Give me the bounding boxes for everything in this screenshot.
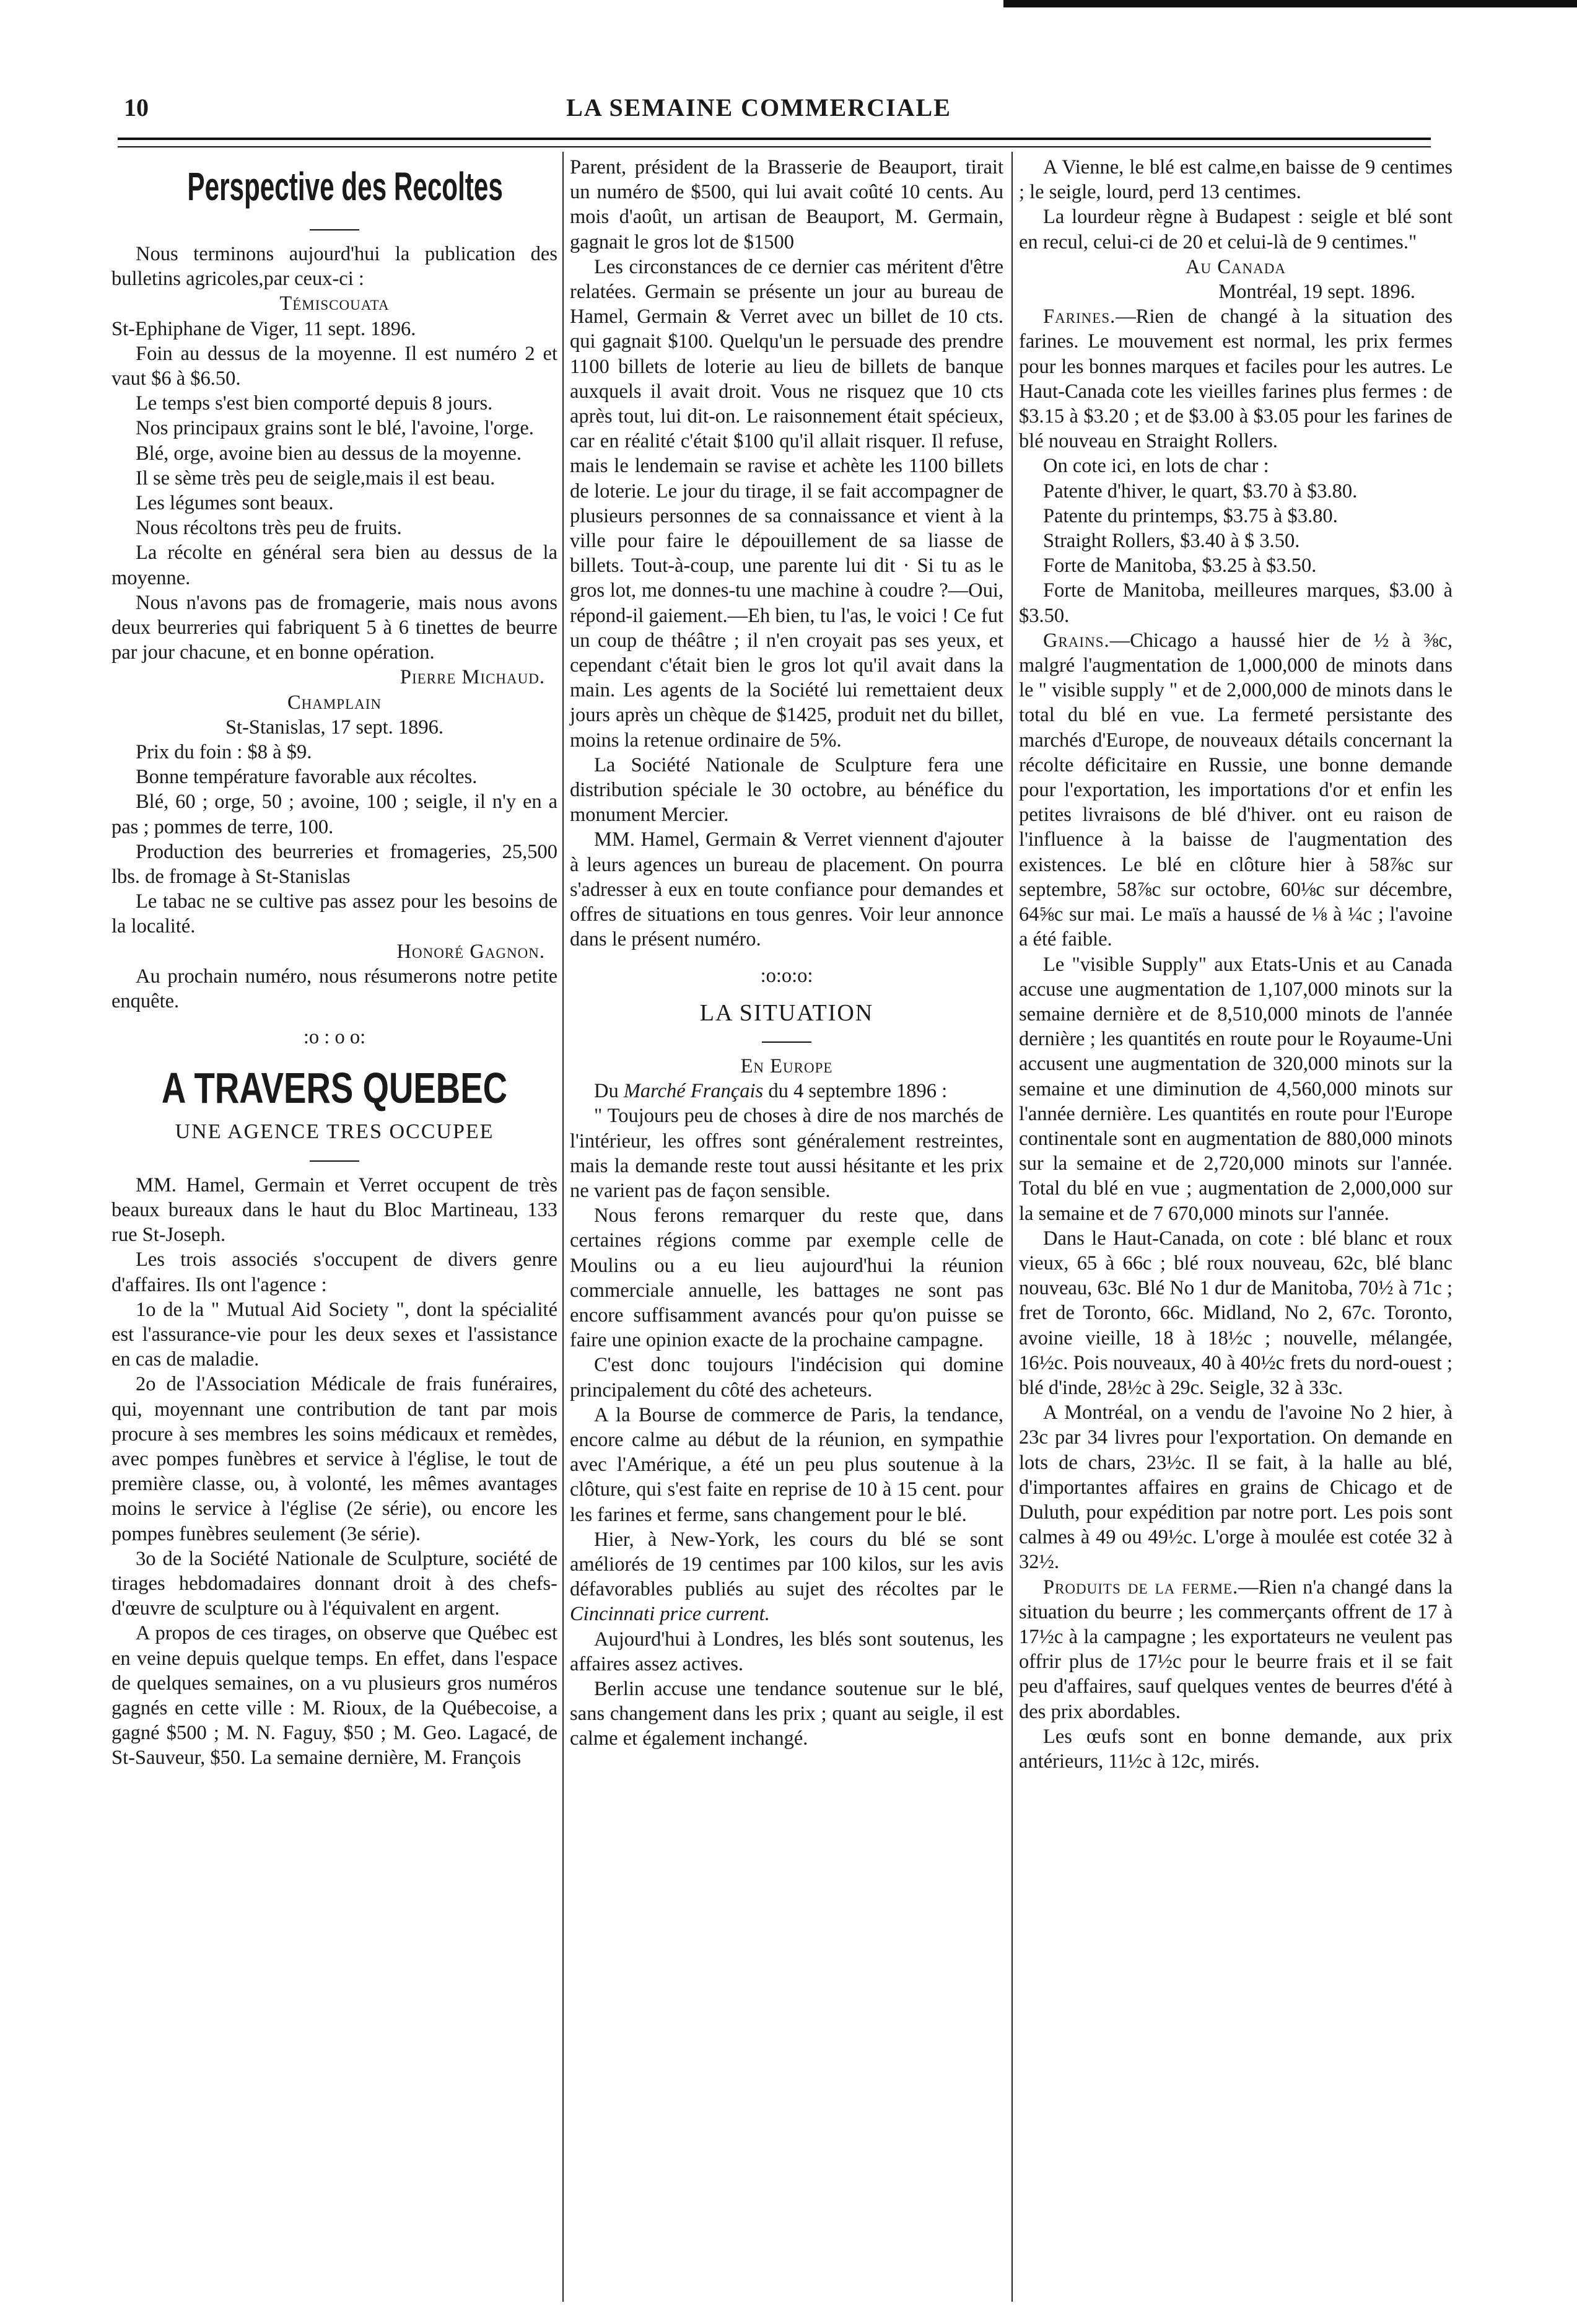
text-run: du 4 septembre 1896 : [763,1080,948,1103]
paragraph: Aujourd'hui à Londres, les blés sont soutenus, les affaires assez actives. [570,1628,1003,1675]
paragraph: Bonne température favorable aux récoltes. [136,766,478,789]
run-in-heading: Grains. [1043,629,1110,652]
paragraph: Le tabac ne se cultive pas assez pour les besoins de la localité. [111,890,557,938]
sub-heading: En Europe [740,1055,833,1077]
paragraph: A Montréal, on a vendu de l'avoine No 2 hier, à 23c par 34 livres pour l'exportation. On demande en lots de chars, 23½c. Il se fait, à la halle au blé, d'importantes affaires en grains de Chicago et de Duluth, pour expédition par notre port. Les pois sont calmes à 49 ou 49½c. L'orge à moulée est cotée 32 à 32½. [1019,1401,1452,1574]
section-title: LA SITUATION [699,999,874,1026]
paragraph: Nous récoltons très peu de fruits. [136,517,402,540]
paragraph: Les légumes sont beaux. [136,492,334,515]
separator: :o:o:o: [760,964,813,987]
section-title: A TRAVERS QUEBEC [161,1063,508,1112]
signature: Honoré Gagnon. [396,940,545,963]
paragraph: Foin au dessus de la moyenne. Il est numéro 2 et vaut $6 à $6.50. [111,342,557,390]
paragraph: Nos principaux grains sont le blé, l'avoine, l'orge. [136,417,534,440]
signature: Pierre Michaud. [400,666,545,689]
paragraph: Prix du foin : $8 à $9. [136,741,312,764]
paragraph: MM. Hamel, Germain & Verret viennent d'ajouter à leurs agences un bureau de placement. On pourra s'adresser à eux en toute confiance pour demandes et offres de situations en tous genres. Voir leur annonce dans le présent numéro. [570,828,1003,951]
county-heading: Champlain [287,691,382,714]
masthead: LA SEMAINE COMMERCIALE [566,94,951,121]
article-title: Perspective des Recoltes [187,164,503,209]
paragraph: Dans le Haut-Canada, on cote : blé blanc et roux vieux, 65 à 66c ; blé roux nouveau, 62c, blé blanc nouveau, 63c. Blé No 1 dur de Manitoba, 70½ à 71c ; fret de Toronto, 66c. Midland, No 2, 67c. Toronto, avoine vieille, 18 à 18½c ; nouvelle, mélangée, 16½c. Pois nouveaux, 40 à 40½c frets du nord-ouest ; blé d'inde, 28½c à 29c. Seigle, 32 à 33c. [1019,1227,1452,1399]
sub-heading: Au Canada [1186,255,1286,278]
paragraph [1019,1575,1452,1724]
county-heading: Témiscouata [279,292,390,315]
paragraph: La Société Nationale de Sculpture fera une distribution spéciale le 30 octobre, au bénéfice du monument Mercier. [570,753,1003,827]
paragraph: La lourdeur règne à Budapest : seigle et blé sont en recul, celui-ci de 20 et celui-là de 9 centimes." [1019,206,1452,253]
run-in-heading: Farines. [1043,305,1116,328]
paragraph: C'est donc toujours l'indécision qui domine principalement du côté des acheteurs. [570,1354,1003,1401]
text-run: —Chicago a haussé hier de ½ à ⅜c, malgré l'augmentation de 1,000,000 de minots dans le " visible supply " et de 2,000,000 de minots dans le total du blé en vue. La fermeté persistante des marchés d'Europe, de nouveaux détails concernant la récolte déficitaire en Russie, une bonne demande pour l'exportation, les importations d'or et enfin les petites livraisons de blé d'hiver. ont eu raison de l'influence à la baisse de l'augmentation des existences. Le blé en clôture hier à 58⅞c sur septembre, 58⅞c sur octobre, 60⅛c sur décembre, 64⅝c sur mai. Le maïs a haussé de ⅛ à ¼c ; l'avoine a été faible. [1019,629,1452,951]
paragraph: Les œufs sont en bonne demande, aux prix antérieurs, 11½c à 12c, mirés. [1019,1725,1452,1773]
dateline: St-Ephiphane de Viger, 11 sept. 1896. [111,317,416,340]
short-rule [111,1148,557,1173]
short-rule [570,1029,1003,1054]
text-run: —Rien de changé à la situation des farines. Le mouvement est normal, les prix fermes pour les bonnes marques et faciles pour les autres. Le Haut-Canada cote les vieilles farines plus fermes : de $3.15 à $3.20 ; et de $3.00 à $3.05 pour les farines de blé nouveau en Straight Rollers. [1019,305,1452,453]
paragraph: La récolte en général sera bien au dessus de la moyenne. [111,542,557,589]
paragraph: Le temps s'est bien comporté depuis 8 jours. [136,392,493,415]
paragraph [570,1079,1003,1103]
paragraph: A propos de ces tirages, on observe que Québec est en veine depuis quelque temps. En effet, dans l'espace de quelques semaines, on a vu plusieurs gros numéros gagnés en cette ville : M. Rioux, de la Québecoise, a gagné $500 ; M. N. Faguy, $50 ; M. Geo. Lagacé, de St-Sauveur, $50. La semaine dernière, M. François [111,1622,557,1769]
separator: :o : o o: [303,1026,366,1049]
paragraph [1019,628,1452,952]
price-line: Forte de Manitoba, $3.25 à $3.50. [1043,555,1317,577]
paragraph: A la Bourse de commerce de Paris, la tendance, encore calme au début de la réunion, en sympathie avec l'Amérique, a été un peu plus soutenue à la clôture, qui s'est faite en reprise de 10 à 15 cent. pour les farines et ferme, sans changement pour le blé. [570,1403,1003,1526]
paragraph: Nous terminons aujourd'hui la publication des bulletins agricoles,par ceux-ci : [111,243,557,291]
paragraph: 3o de la Société Nationale de Sculpture, société de tirages hebdomadaires donnant droit à des chefs-d'œuvre de sculpture ou à l'équivalent en argent. [111,1547,557,1620]
source-title: Marché Français [623,1080,764,1103]
paragraph: Au prochain numéro, nous résumerons notre petite enquête. [111,965,557,1013]
short-rule [111,217,557,242]
paragraph: Les circonstances de ce dernier cas méritent d'être relatées. Germain se présente un jour au bureau de Hamel, Germain & Verret avec un billet de 10 cts. qui gagnait $100. Quelqu'un le persuade des prendre 1100 billets de loterie au lieu de billets de banque auxquels il avait droit. Vous ne risquez que 10 cts après tout, lui dit-on. Le raisonnement était spécieux, car en réalité c'était $100 qu'il allait risquer. Il refuse, mais le lendemain se ravise et achète les 1100 billets de loterie. Le jour du tirage, il se fait accompagner de plusieurs personnes de sa connaissance et vient à la ville pour faire le dépouillement de sa liasse de billets. Tout-à-coup, une parente lui dit · Si tu as le gros lot, me donnes-tu une machine à coudre ?—Oui, répond-il gaiement.—Eh bien, tu l'as, le voici ! Ce fut un coup de théâtre ; il n'en croyait pas ses yeux, et cependant c'était bien le gros lot qu'il avait dans la main. Les agents de la Société lui remettaient deux jours après un chèque de $1425, produit net du billet, moins la retenue ordinaire de 5%. [570,255,1003,752]
header-rule [118,138,1431,147]
paragraph: 1o de la " Mutual Aid Society ", dont la spécialité est l'assurance-vie pour les deux sexes et l'assistance en cas de maladie. [111,1298,557,1371]
paragraph: Berlin accuse une tendance soutenue sur le blé, sans changement dans les prix ; quant au seigle, il est calme et également inchangé. [570,1677,1003,1750]
dateline: Montréal, 19 sept. 1896. [1218,281,1415,304]
price-line: Straight Rollers, $3.40 à $ 3.50. [1043,530,1300,553]
text-run: Hier, à New-York, les cours du blé se sont améliorés de 19 centimes par 100 kilos, sur les avis défavorables publiés au sujet des récoltes par le [570,1528,1003,1601]
column-3 [1019,155,1452,1774]
column-divider [562,152,564,2302]
paragraph: Parent, président de la Brasserie de Beauport, tirait un numéro de $500, qui lui avait coûté 10 cents. Au mois d'août, un artisan de Beauport, M. Germain, gagnait le gros lot de $1500 [570,156,1003,253]
price-line: Patente du printemps, $3.75 à $3.80. [1043,504,1338,527]
paragraph: Le "visible Supply" aux Etats-Unis et au Canada accuse une augmentation de 1,107,000 minots sur la semaine dernière et de 8,510,000 minots de l'année dernière ; les quantités en route pour le Royaume-Uni accusent une augmentation de 320,000 minots sur la semaine et une diminution de 4,560,000 minots sur l'année dernière. Les quantités en route pour l'Europe continentale sont en augmentation de 880,000 minots sur la semaine et de 2,720,000 minots sur l'année. Total du blé en vue ; augmentation de 2,000,000 sur la semaine et de 7 670,000 minots sur l'année. [1019,953,1452,1225]
paragraph: Nous n'avons pas de fromagerie, mais nous avons deux beurreries qui fabriquent 5 à 6 tinettes de beurre par jour chacune, et en bonne opération. [111,591,557,664]
paragraph: Il se sème très peu de seigle,mais il est beau. [136,467,496,489]
paragraph: 2o de l'Association Médicale de frais funéraires, qui, moyennant une contribution de tant par mois procure à ses membres les soins médicaux et remèdes, avec pompes funèbres et service à l'église, le tout de première classe, ou, à volonté, les mêmes avantages moins le service à l'église (2e série), ou encore les pompes funèbres seulement (3e série). [111,1373,557,1545]
column-1 [111,155,557,1771]
paragraph: Les trois associés s'occupent de divers genre d'affaires. Ils ont l'agence : [111,1248,557,1296]
page-number: 10 [124,94,149,121]
paragraph: Blé, orge, avoine bien au dessus de la moyenne. [136,442,522,465]
paragraph: MM. Hamel, Germain et Verret occupent de très beaux bureaux dans le haut du Bloc Martineau, 133 rue St-Joseph. [111,1173,557,1247]
paragraph: Nous ferons remarquer du reste que, dans certaines régions comme par exemple celle de Moulins ou a eu lieu aujourd'hui la réunion commerciale annuelle, les battages ne sont pas encore suffisamment avancés pour qu'on puisse se faire une opinion exacte de la prochaine campagne. [570,1204,1003,1352]
paragraph: Blé, 60 ; orge, 50 ; avoine, 100 ; seigle, il n'y en a pas ; pommes de terre, 100. [111,791,557,838]
column-2 [570,155,1003,1752]
paragraph [570,1527,1003,1627]
text-run: Du [594,1080,624,1103]
top-edge-rule [1003,0,1577,7]
paragraph: On cote ici, en lots de char : [1043,455,1269,478]
paragraph [1019,304,1452,454]
run-in-heading: Produits de la ferme. [1043,1576,1239,1598]
page-header [93,93,1425,128]
dateline: St-Stanislas, 17 sept. 1896. [225,716,444,739]
paragraph: A Vienne, le blé est calme,en baisse de 9 centimes ; le seigle, lourd, perd 13 centimes. [1019,156,1452,204]
source-title: Cincinnati price current. [570,1603,770,1626]
price-line: Patente d'hiver, le quart, $3.70 à $3.80. [1043,480,1358,502]
price-line: Forte de Manitoba, meilleures marques, $3.00 à $3.50. [1019,579,1452,627]
paragraph: " Toujours peu de choses à dire de nos marchés de l'intérieur, les offres sont généralement restreintes, mais la demande reste tout aussi hésitante et les prix ne varient pas de façon sensible. [570,1105,1003,1202]
text-run: —Rien n'a changé dans la situation du beurre ; les commerçants offrent de 17 à 17½c à la campagne ; les exportateurs ne veulent pas offrir plus de 17½c pour le beurre frais et il se fait peu d'affaires, sauf quelques ventes de beurres d'été à des prix abordables. [1019,1576,1452,1723]
article-subtitle: UNE AGENCE TRES OCCUPEE [175,1120,494,1143]
paragraph: Production des beurreries et fromageries, 25,500 lbs. de fromage à St-Stanislas [111,840,557,888]
column-divider [1011,152,1013,2302]
